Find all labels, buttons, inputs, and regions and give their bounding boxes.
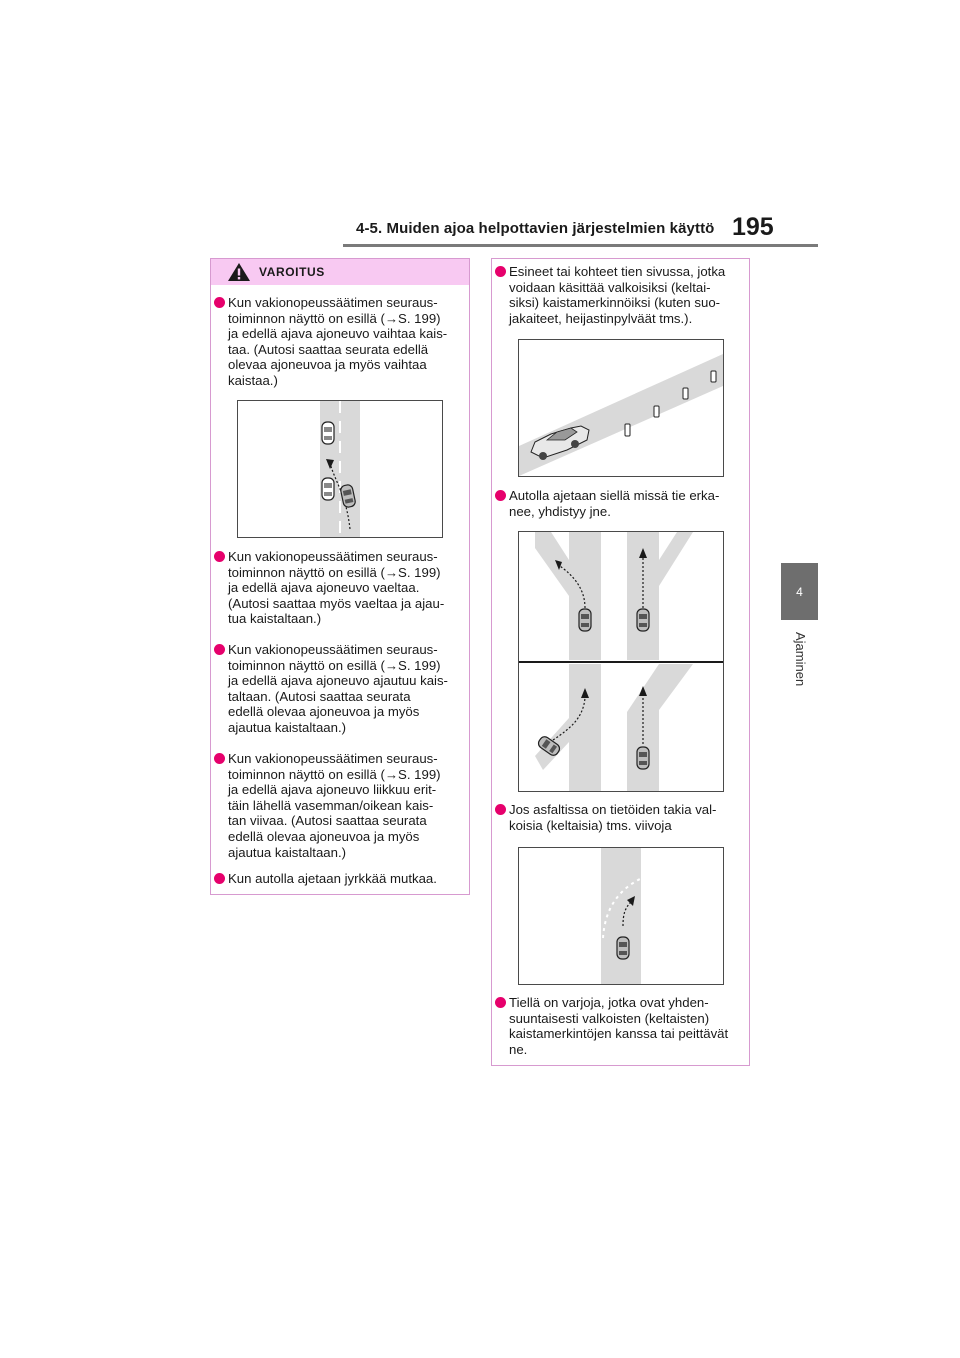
figure-roadside-objects [518, 339, 724, 477]
warning-item-text: Jos asfaltissa on tietöiden takia val- koisia (keltaisia) tms. viivoja [509, 802, 717, 833]
warning-item [214, 642, 470, 736]
warning-item [495, 488, 750, 519]
warning-item [495, 995, 750, 1057]
section-title: 4-5. Muiden ajoa helpottavien järjestelmien käyttö [356, 220, 715, 237]
bullet-icon [495, 804, 506, 815]
warning-item-text: Kun vakionopeussäätimen seuraus- toiminnon näyttö on esillä (→S. 199) ja edellä ajava ajoneuvo vaeltaa. (Autosi saattaa myös vaeltaa ja ajau- tua kaistaltaan.) [228, 549, 445, 627]
warning-header [211, 259, 469, 285]
chapter-number: 4 [796, 584, 803, 599]
warning-item [495, 802, 750, 833]
figure-road-branch-merge [518, 531, 724, 792]
warning-item-text: Kun vakionopeussäätimen seuraus- toiminnon näyttö on esillä (→S. 199) ja edellä ajava ajoneuvo ajautuu kais- taltaan. (Autosi saattaa seurata edellä olevaa ajoneuvoa ja myös ajautua kaistaltaan.) [228, 642, 448, 735]
warning-item [214, 295, 470, 389]
bullet-icon [214, 644, 225, 655]
warning-item-text: Kun autolla ajetaan jyrkkää mutkaa. [228, 871, 437, 886]
warning-item-text: Kun vakionopeussäätimen seuraus- toiminnon näyttö on esillä (→S. 199) ja edellä ajava ajoneuvo liikkuu erit- täin lähellä vasemman/oikean kais- tan viivaa. (Autosi saattaa seurata edellä olevaa ajoneuvoa ja myös ajautua kaistaltaan.) [228, 751, 441, 860]
figure-roadwork-lines [518, 847, 724, 985]
bullet-icon [214, 873, 225, 884]
bullet-icon [495, 266, 506, 277]
car-icon [617, 937, 629, 959]
figure-lane-change [237, 400, 443, 538]
page-number: 195 [732, 213, 774, 241]
warning-item-text: Tiellä on varjoja, jotka ovat yhden- suuntaisesti valkoisten (keltaisten) kaistamerkintöjen kanssa tai peittävät ne. [509, 995, 729, 1057]
bullet-icon [495, 490, 506, 501]
car-icon [637, 609, 649, 631]
car-icon [322, 422, 334, 444]
warning-item [214, 549, 470, 627]
bullet-icon [214, 297, 225, 308]
header-rule [343, 244, 818, 247]
bullet-icon [214, 753, 225, 764]
chapter-tab[interactable] [781, 563, 818, 620]
warning-box-continued [491, 258, 750, 1066]
warning-item [214, 751, 470, 860]
warning-item [495, 264, 750, 326]
warning-item-text: Autolla ajetaan siellä missä tie erka- nee, yhdistyy jne. [509, 488, 720, 519]
chapter-label: Ajaminen [793, 632, 808, 687]
car-icon [579, 609, 591, 631]
warning-item [214, 871, 470, 887]
warning-item-text: Kun vakionopeussäätimen seuraus- toiminnon näyttö on esillä (→S. 199) ja edellä ajava ajoneuvo vaihtaa kais- taa. (Autosi saattaa seurata edellä olevaa ajoneuvoa ja myös vaihtaa kaistaa.) [228, 295, 448, 388]
bullet-icon [495, 997, 506, 1008]
warning-triangle-icon [227, 262, 251, 282]
warning-box [210, 258, 470, 895]
bullet-icon [214, 551, 225, 562]
warning-item-text: Esineet tai kohteet tien sivussa, jotka voidaan käsittää valkoisiksi (keltai- siksi) kaistamerkinnöiksi (kuten suo- jakaiteet, heijastinpylväät tms.). [509, 264, 726, 326]
car-icon [637, 747, 649, 769]
car-icon [322, 478, 334, 500]
warning-label: VAROITUS [259, 265, 325, 279]
